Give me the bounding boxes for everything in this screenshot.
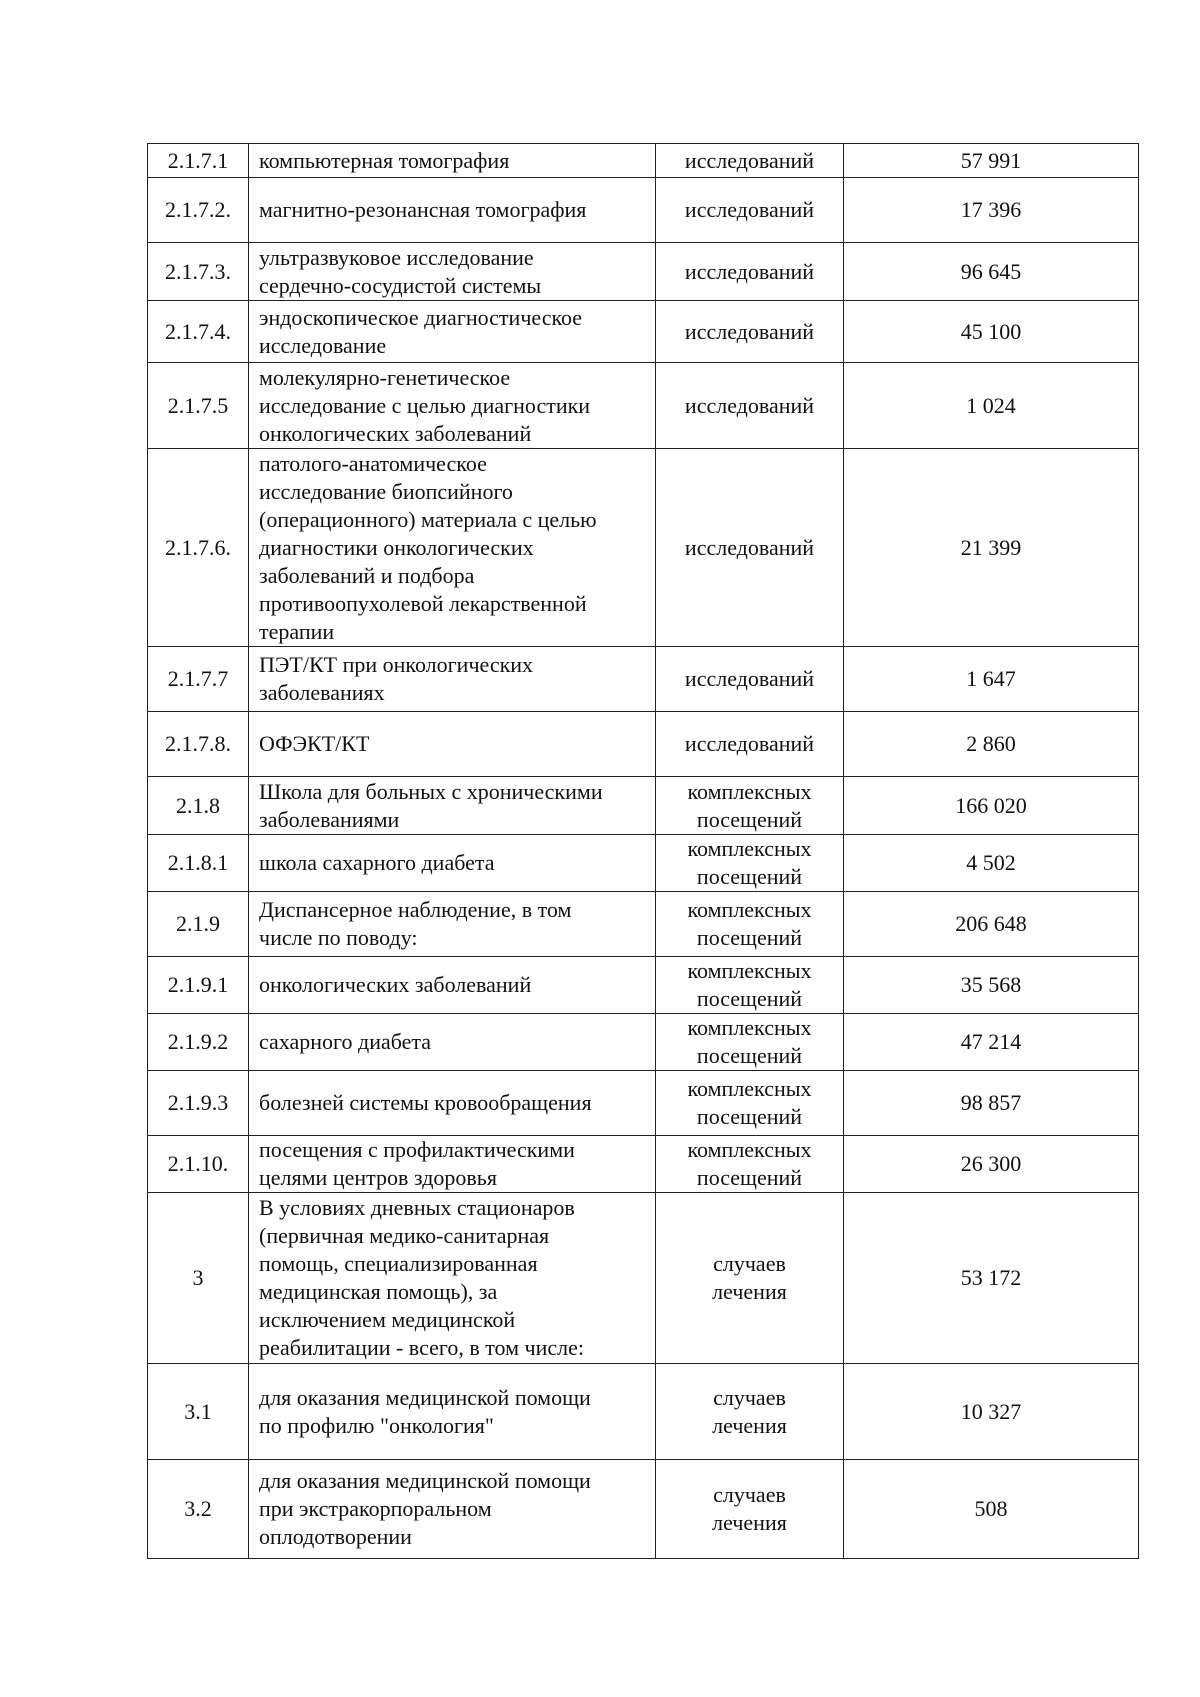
- row-value: 26 300: [844, 1136, 1139, 1193]
- table-row: [148, 363, 1139, 449]
- table-row: [148, 712, 1139, 777]
- row-unit: случаев лечения: [656, 1364, 844, 1460]
- row-value: 206 648: [844, 892, 1139, 957]
- row-value: 1 024: [844, 363, 1139, 449]
- row-name: магнитно-резонансная томография: [249, 178, 656, 243]
- row-value: 53 172: [844, 1193, 1139, 1364]
- row-value: 10 327: [844, 1364, 1139, 1460]
- row-number: 2.1.7.1: [148, 144, 249, 178]
- volume-table: [147, 143, 1139, 1559]
- row-name: сахарного диабета: [249, 1014, 656, 1071]
- row-name: компьютерная томография: [249, 144, 656, 178]
- row-name: молекулярно-генетическое исследование с целью диагностики онкологических заболеваний: [249, 363, 656, 449]
- table-row: [148, 957, 1139, 1014]
- table-row: [148, 1014, 1139, 1071]
- row-unit: исследований: [656, 712, 844, 777]
- row-value: 17 396: [844, 178, 1139, 243]
- row-number: 2.1.9: [148, 892, 249, 957]
- row-unit: комплексных посещений: [656, 835, 844, 892]
- row-number: 2.1.7.4.: [148, 301, 249, 363]
- row-number: 3: [148, 1193, 249, 1364]
- table-row: [148, 144, 1139, 178]
- row-value: 4 502: [844, 835, 1139, 892]
- row-number: 2.1.8: [148, 777, 249, 835]
- row-number: 2.1.7.2.: [148, 178, 249, 243]
- row-value: 96 645: [844, 243, 1139, 301]
- table-row: [148, 1364, 1139, 1460]
- row-number: 2.1.7.5: [148, 363, 249, 449]
- row-number: 2.1.7.8.: [148, 712, 249, 777]
- row-unit: исследований: [656, 363, 844, 449]
- table-row: [148, 1460, 1139, 1559]
- row-value: 2 860: [844, 712, 1139, 777]
- row-name: ультразвуковое исследование сердечно-сосудистой системы: [249, 243, 656, 301]
- row-name: В условиях дневных стационаров (первичная медико-санитарная помощь, специализированная медицинская помощь), за исключением медицинской реабилитации - всего, в том числе:: [249, 1193, 656, 1364]
- row-name: для оказания медицинской помощи при экстракорпоральном оплодотворении: [249, 1460, 656, 1559]
- table-row: [148, 777, 1139, 835]
- row-name: ОФЭКТ/КТ: [249, 712, 656, 777]
- row-number: 3.1: [148, 1364, 249, 1460]
- row-name: Школа для больных с хроническими заболеваниями: [249, 777, 656, 835]
- row-value: 45 100: [844, 301, 1139, 363]
- row-unit: комплексных посещений: [656, 1014, 844, 1071]
- row-name: школа сахарного диабета: [249, 835, 656, 892]
- table-row: [148, 892, 1139, 957]
- row-unit: исследований: [656, 449, 844, 647]
- row-unit: случаев лечения: [656, 1193, 844, 1364]
- row-number: 2.1.7.3.: [148, 243, 249, 301]
- row-unit: исследований: [656, 301, 844, 363]
- row-value: 508: [844, 1460, 1139, 1559]
- row-unit: комплексных посещений: [656, 777, 844, 835]
- row-number: 2.1.9.2: [148, 1014, 249, 1071]
- row-value: 57 991: [844, 144, 1139, 178]
- table-row: [148, 835, 1139, 892]
- row-unit: комплексных посещений: [656, 957, 844, 1014]
- row-unit: исследований: [656, 243, 844, 301]
- row-value: 166 020: [844, 777, 1139, 835]
- table-row: [148, 1071, 1139, 1136]
- row-value: 35 568: [844, 957, 1139, 1014]
- table-row: [148, 647, 1139, 712]
- row-value: 1 647: [844, 647, 1139, 712]
- row-unit: случаев лечения: [656, 1460, 844, 1559]
- row-unit: комплексных посещений: [656, 1071, 844, 1136]
- table-row: [148, 1193, 1139, 1364]
- row-name: ПЭТ/КТ при онкологических заболеваниях: [249, 647, 656, 712]
- row-name: болезней системы кровообращения: [249, 1071, 656, 1136]
- row-name: онкологических заболеваний: [249, 957, 656, 1014]
- row-unit: исследований: [656, 144, 844, 178]
- table-row: [148, 449, 1139, 647]
- row-number: 2.1.7.7: [148, 647, 249, 712]
- row-name: для оказания медицинской помощи по профилю "онкология": [249, 1364, 656, 1460]
- row-value: 98 857: [844, 1071, 1139, 1136]
- row-number: 2.1.7.6.: [148, 449, 249, 647]
- row-name: посещения с профилактическими целями центров здоровья: [249, 1136, 656, 1193]
- row-unit: исследований: [656, 178, 844, 243]
- row-number: 3.2: [148, 1460, 249, 1559]
- row-unit: комплексных посещений: [656, 1136, 844, 1193]
- row-number: 2.1.10.: [148, 1136, 249, 1193]
- table-row: [148, 301, 1139, 363]
- row-name: эндоскопическое диагностическое исследование: [249, 301, 656, 363]
- table-row: [148, 178, 1139, 243]
- row-name: Диспансерное наблюдение, в том числе по поводу:: [249, 892, 656, 957]
- row-unit: комплексных посещений: [656, 892, 844, 957]
- table-row: [148, 1136, 1139, 1193]
- row-number: 2.1.9.1: [148, 957, 249, 1014]
- table-row: [148, 243, 1139, 301]
- row-unit: исследований: [656, 647, 844, 712]
- row-name: патолого-анатомическое исследование биопсийного (операционного) материала с целью диагностики онкологических заболеваний и подбора противоопухолевой лекарственной терапии: [249, 449, 656, 647]
- row-value: 47 214: [844, 1014, 1139, 1071]
- row-number: 2.1.8.1: [148, 835, 249, 892]
- row-value: 21 399: [844, 449, 1139, 647]
- row-number: 2.1.9.3: [148, 1071, 249, 1136]
